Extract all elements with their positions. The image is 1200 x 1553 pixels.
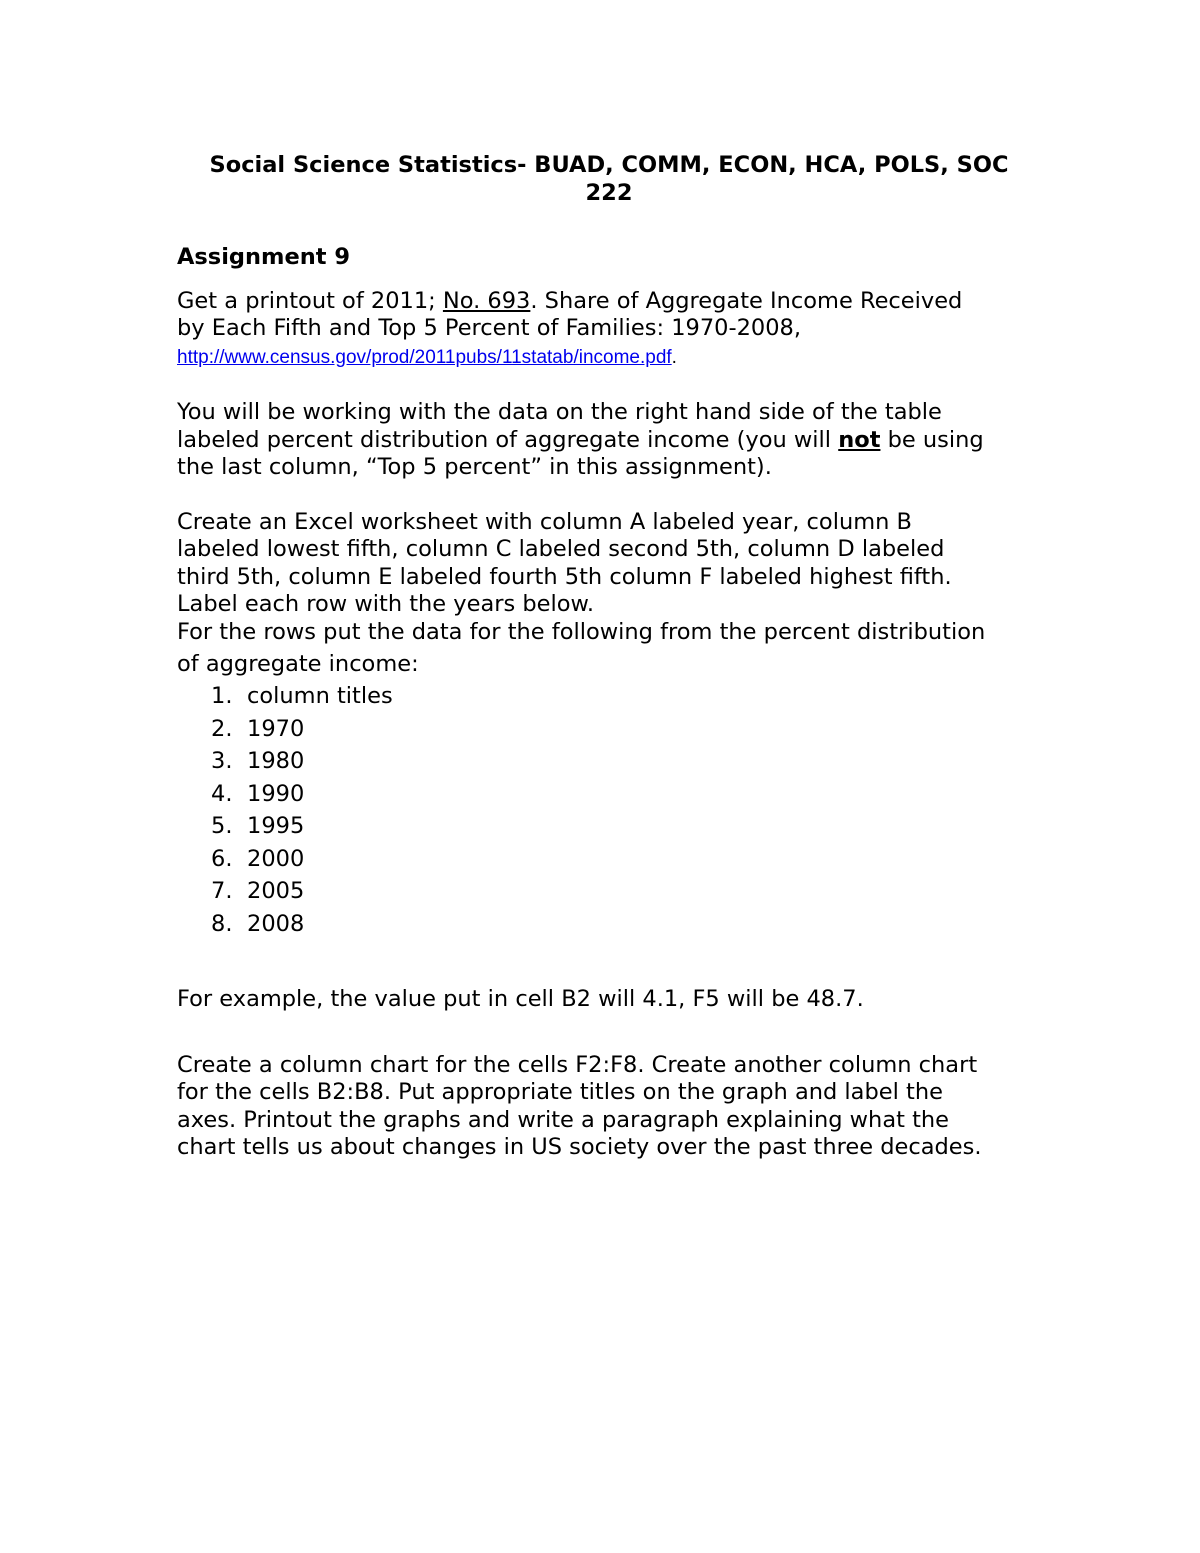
document-title xyxy=(177,152,1037,207)
chart-line-4: chart tells us about changes in US society over the past three decades. xyxy=(177,1134,982,1160)
excel-line-4: Label each row with the years below. xyxy=(177,591,595,617)
printout-line-2: by Each Fifth and Top 5 Percent of Families: 1970-2008, xyxy=(177,315,802,341)
census-income-link[interactable]: http://www.census.gov/prod/2011pubs/11statab/income.pdf xyxy=(177,346,672,368)
printout-suffix: . Share of Aggregate Income Received xyxy=(530,287,963,314)
printout-paragraph xyxy=(177,288,1037,372)
title-line-2: 222 xyxy=(585,179,633,206)
example-paragraph: For example, the value put in cell B2 will 4.1, F5 will be 48.7. xyxy=(177,986,864,1012)
list-item xyxy=(211,810,1037,843)
table-number: No. 693 xyxy=(442,287,531,314)
list-item xyxy=(211,713,1037,746)
list-number: 2. xyxy=(211,715,233,742)
working-paragraph xyxy=(177,399,1037,482)
rows-line-2: of aggregate income: xyxy=(177,651,419,677)
list-text: column titles xyxy=(247,683,393,709)
emphasis-not: not xyxy=(838,426,881,453)
chart-line-1: Create a column chart for the cells F2:F8. Create another column chart xyxy=(177,1051,978,1078)
excel-line-1: Create an Excel worksheet with column A labeled year, column B xyxy=(177,508,912,535)
list-text: 2000 xyxy=(247,845,305,872)
working-line-2-post: be using xyxy=(880,426,984,453)
assignment-heading: Assignment 9 xyxy=(177,244,351,270)
chart-instructions-paragraph xyxy=(177,1052,1037,1162)
list-text: 1980 xyxy=(247,748,305,774)
list-item xyxy=(211,778,1037,811)
list-item xyxy=(211,875,1037,908)
working-line-2-pre: labeled percent distribution of aggregate income (you will xyxy=(177,426,839,453)
chart-line-3: axes. Printout the graphs and write a paragraph explaining what the xyxy=(177,1106,950,1133)
year-list xyxy=(177,680,1037,940)
list-number: 8. xyxy=(211,910,233,937)
printout-prefix: Get a printout of 2011; xyxy=(177,287,443,314)
list-number: 6. xyxy=(211,845,233,872)
link-period: . xyxy=(671,346,677,368)
excel-line-3: third 5th, column E labeled fourth 5th column F labeled highest fifth. xyxy=(177,563,952,590)
list-item xyxy=(211,843,1037,876)
list-item xyxy=(211,745,1037,778)
rows-paragraph-line-2 xyxy=(177,649,1037,679)
list-text: 1995 xyxy=(247,813,305,839)
list-number: 3. xyxy=(211,748,233,774)
working-line-1: You will be working with the data on the right hand side of the table xyxy=(177,399,942,425)
excel-paragraph xyxy=(177,509,1037,619)
working-line-3: the last column, “Top 5 percent” in this assignment). xyxy=(177,454,772,480)
rows-paragraph xyxy=(177,619,1037,647)
list-text: 2005 xyxy=(247,878,305,904)
list-number: 7. xyxy=(211,878,233,904)
list-item xyxy=(211,680,1037,713)
chart-line-2: for the cells B2:B8. Put appropriate titles on the graph and label the xyxy=(177,1079,943,1105)
document-page xyxy=(177,152,1037,1162)
list-text: 1970 xyxy=(247,715,305,742)
list-item xyxy=(211,908,1037,941)
list-text: 1990 xyxy=(247,780,305,807)
list-text: 2008 xyxy=(247,910,305,937)
list-number: 1. xyxy=(211,683,233,709)
rows-line-1: For the rows put the data for the following from the percent distribution xyxy=(177,618,986,645)
excel-line-2: labeled lowest fifth, column C labeled second 5th, column D labeled xyxy=(177,536,945,562)
list-number: 5. xyxy=(211,813,233,839)
list-number: 4. xyxy=(211,780,233,807)
title-line-1: Social Science Statistics- BUAD, COMM, ECON, HCA, POLS, SOC xyxy=(209,152,1009,178)
